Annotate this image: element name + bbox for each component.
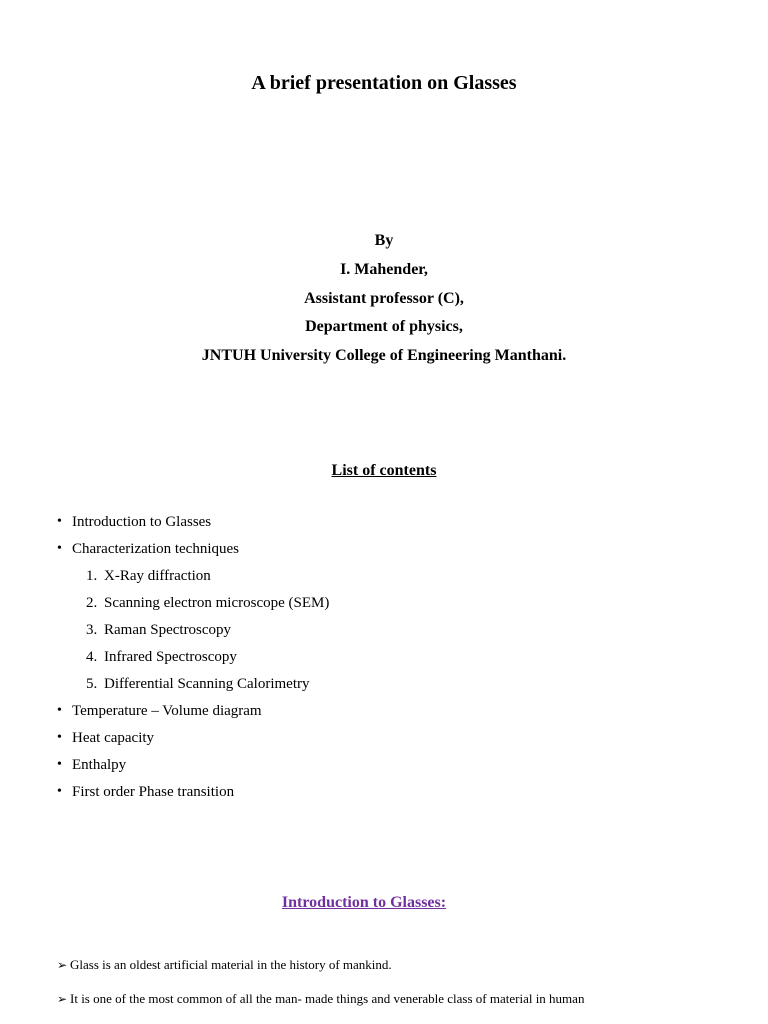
list-item-text: Infrared Spectroscopy bbox=[104, 649, 237, 665]
contents-heading: List of contents bbox=[331, 462, 437, 479]
list-item-text: X-Ray diffraction bbox=[104, 568, 211, 584]
introduction-point-text: Glass is an oldest artificial material in the history of mankind. bbox=[70, 957, 392, 972]
byline-department: Department of physics, bbox=[305, 318, 463, 335]
list-item-text: Temperature – Volume diagram bbox=[72, 703, 262, 719]
list-item-text: Enthalpy bbox=[72, 757, 127, 773]
list-item-text: Raman Spectroscopy bbox=[104, 622, 232, 638]
bullet-icon: • bbox=[57, 514, 62, 529]
byline-author: I. Mahender, bbox=[340, 261, 428, 278]
arrow-bullet-icon: ➢ bbox=[57, 992, 68, 1006]
introduction-point bbox=[57, 957, 392, 973]
introduction-heading: Introduction to Glasses: bbox=[281, 894, 447, 911]
list-number: 2. bbox=[86, 595, 98, 611]
byline-by: By bbox=[374, 232, 394, 249]
bullet-icon: • bbox=[57, 541, 62, 556]
list-number: 4. bbox=[86, 649, 98, 665]
list-item-text: First order Phase transition bbox=[72, 784, 235, 800]
list-number: 3. bbox=[86, 622, 98, 638]
list-item-text: Differential Scanning Calorimetry bbox=[104, 676, 310, 692]
list-number: 1. bbox=[86, 568, 98, 584]
bullet-icon: • bbox=[57, 757, 62, 772]
list-item-text: Heat capacity bbox=[72, 730, 155, 746]
document-title: A brief presentation on Glasses bbox=[251, 72, 517, 94]
list-item-text: Introduction to Glasses bbox=[72, 514, 212, 530]
list-number: 5. bbox=[86, 676, 98, 692]
list-item-text: Characterization techniques bbox=[72, 541, 240, 557]
arrow-bullet-icon: ➢ bbox=[57, 958, 68, 972]
bullet-icon: • bbox=[57, 784, 62, 799]
list-item-text: Scanning electron microscope (SEM) bbox=[104, 595, 330, 611]
bullet-icon: • bbox=[57, 703, 62, 718]
bullet-icon: • bbox=[57, 730, 62, 745]
byline-institution: JNTUH University College of Engineering Manthani. bbox=[201, 347, 567, 364]
byline-position: Assistant professor (C), bbox=[304, 290, 464, 307]
introduction-point bbox=[57, 991, 584, 1007]
introduction-point-text: It is one of the most common of all the man- made things and venerable class of material in human bbox=[70, 991, 585, 1006]
